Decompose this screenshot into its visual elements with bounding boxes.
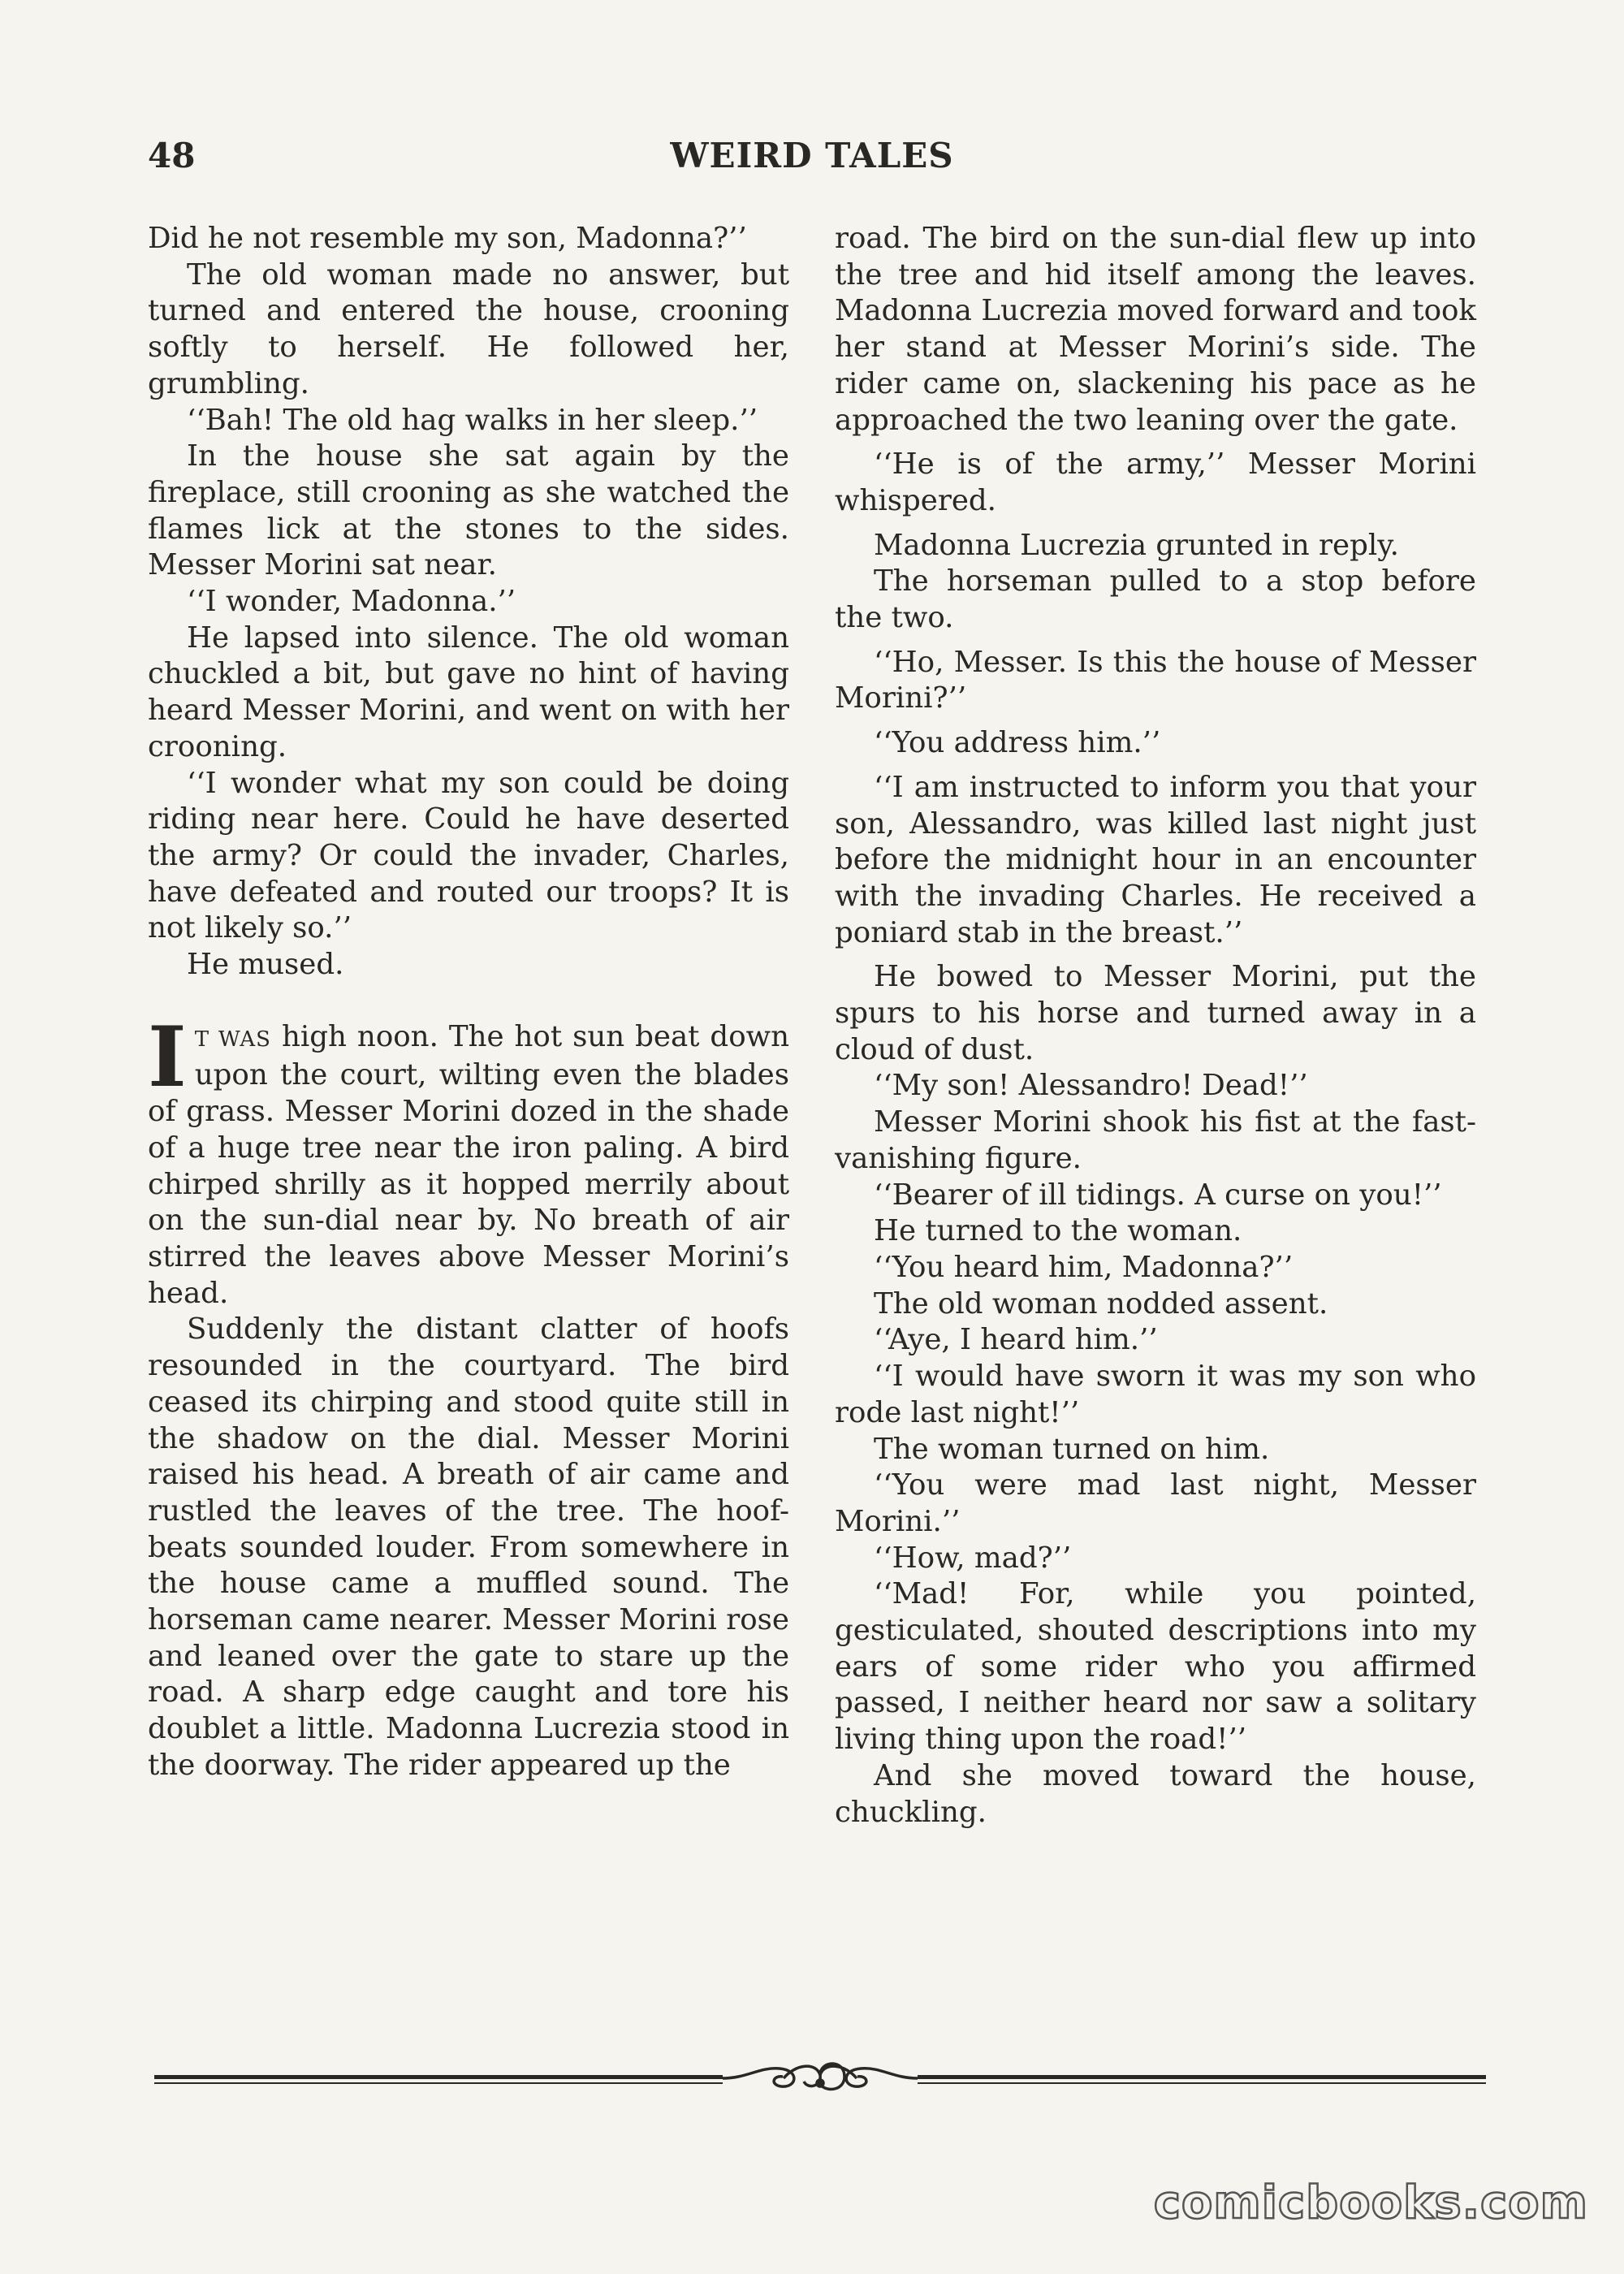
right-column xyxy=(835,221,1476,1831)
paragraph: road. The bird on the sun-dial flew up into the tree and hid itself among the leaves. Madonna Lucrezia moved forward and took her stand at Messer Morini’s side. The rider came on, slackening his pace as he approached the two leaning over the gate. xyxy=(835,222,1476,437)
paragraph: Madonna Lucrezia grunted in reply. xyxy=(874,528,1399,562)
paragraph: ‘‘Ho, Messer. Is this the house of Messer Morini?’’ xyxy=(835,645,1476,715)
paragraph: ‘‘Bearer of ill tidings. A curse on you!’’ xyxy=(874,1178,1442,1212)
paragraph: ‘‘I am instructed to inform you that your son, Alessandro, was killed last night just before the midnight hour in an encounter with the invading Charles. He received a poniard stab in the breast.’’ xyxy=(835,770,1476,949)
paragraph: He turned to the woman. xyxy=(874,1214,1242,1248)
watermark-logo: comicbooks.com xyxy=(1153,2177,1588,2229)
paragraph: He lapsed into silence. The old woman chuckled a bit, but gave no hint of having heard Messer Morini, and went on with her crooning. xyxy=(148,620,789,763)
paragraph: ‘‘You address him.’’ xyxy=(874,726,1161,760)
page-number: 48 xyxy=(148,136,196,175)
paragraph: He bowed to Messer Morini, put the spurs to his horse and turned away in a cloud of dust. xyxy=(835,960,1476,1066)
paragraph: ‘‘You were mad last night, Messer Morini.’’ xyxy=(835,1468,1476,1538)
ornamental-divider xyxy=(154,2051,1486,2108)
paragraph: The old woman nodded assent. xyxy=(874,1286,1328,1321)
paragraph: ‘‘Aye, I heard him.’’ xyxy=(874,1323,1158,1357)
small-caps-lead: T WAS xyxy=(194,1027,271,1052)
paragraph: He mused. xyxy=(187,948,344,982)
paragraph: ‘‘He is of the army,’’ Messer Morini whispered. xyxy=(835,447,1476,517)
paragraph: ‘‘I wonder what my son could be doing riding near here. Could he have deserted the army? Or could the invader, Charles, have defeated and routed our troops? It is not likely so.’’ xyxy=(148,766,789,945)
left-column xyxy=(148,221,789,1784)
section-opening-text: high noon. The hot sun beat down upon the court, wilting even the blades of grass. Messer Morini dozed in the shade of a huge tree near the iron paling. A bird chirped shrilly as it hopped merrily about on the sun-dial near by. No breath of air stirred the leaves above Messer Morini’s head. xyxy=(148,1019,789,1310)
paragraph: The horseman pulled to a stop before the two. xyxy=(835,564,1476,635)
paragraph: ‘‘Bah! The old hag walks in her sleep.’’ xyxy=(187,403,758,437)
paragraph: ‘‘Mad! For, while you pointed, gesticulated, shouted descriptions into my ears of some rider who you affirmed passed, I neither heard nor saw a solitary living thing upon the road!’’ xyxy=(835,1577,1476,1757)
paragraph: The woman turned on him. xyxy=(874,1432,1270,1466)
paragraph: Suddenly the distant clatter of hoofs resounded in the courtyard. The bird ceased its chirping and stood quite still in the shadow on the dial. Messer Morini raised his head. A breath of air came and rustled the leaves of the tree. The hoof-beats sounded louder. From somewhere in the house came a muffled sound. The horseman came nearer. Messer Morini rose and leaned over the gate to stare up the road. A sharp edge caught and tore his doublet a little. Madonna Lucrezia stood in the doorway. The rider appeared up the xyxy=(148,1312,789,1782)
paragraph: ‘‘You heard him, Madonna?’’ xyxy=(874,1250,1294,1284)
magazine-title: WEIRD TALES xyxy=(670,136,954,175)
paragraph: Messer Morini shook his fist at the fast-vanishing figure. xyxy=(835,1105,1476,1175)
paragraph: The old woman made no answer, but turned and entered the house, crooning softly to herself. He followed her, grumbling. xyxy=(148,257,789,400)
drop-cap: I xyxy=(148,1008,187,1106)
paragraph: Did he not resemble my son, Madonna?’’ xyxy=(148,222,747,255)
paragraph: ‘‘I would have sworn it was my son who rode last night!’’ xyxy=(835,1360,1476,1429)
paragraph: In the house she sat again by the fireplace, still crooning as she watched the flames lick at the stones to the sides. Messer Morini sat near. xyxy=(148,439,789,582)
paragraph: ‘‘My son! Alessandro! Dead!’’ xyxy=(874,1069,1308,1103)
page-header xyxy=(148,132,1476,180)
paragraph: ‘‘How, mad?’’ xyxy=(874,1541,1072,1575)
section-opening-paragraph xyxy=(148,1008,789,1312)
paragraph: And she moved toward the house, chuckling. xyxy=(835,1758,1476,1829)
paragraph: ‘‘I wonder, Madonna.’’ xyxy=(187,585,516,619)
